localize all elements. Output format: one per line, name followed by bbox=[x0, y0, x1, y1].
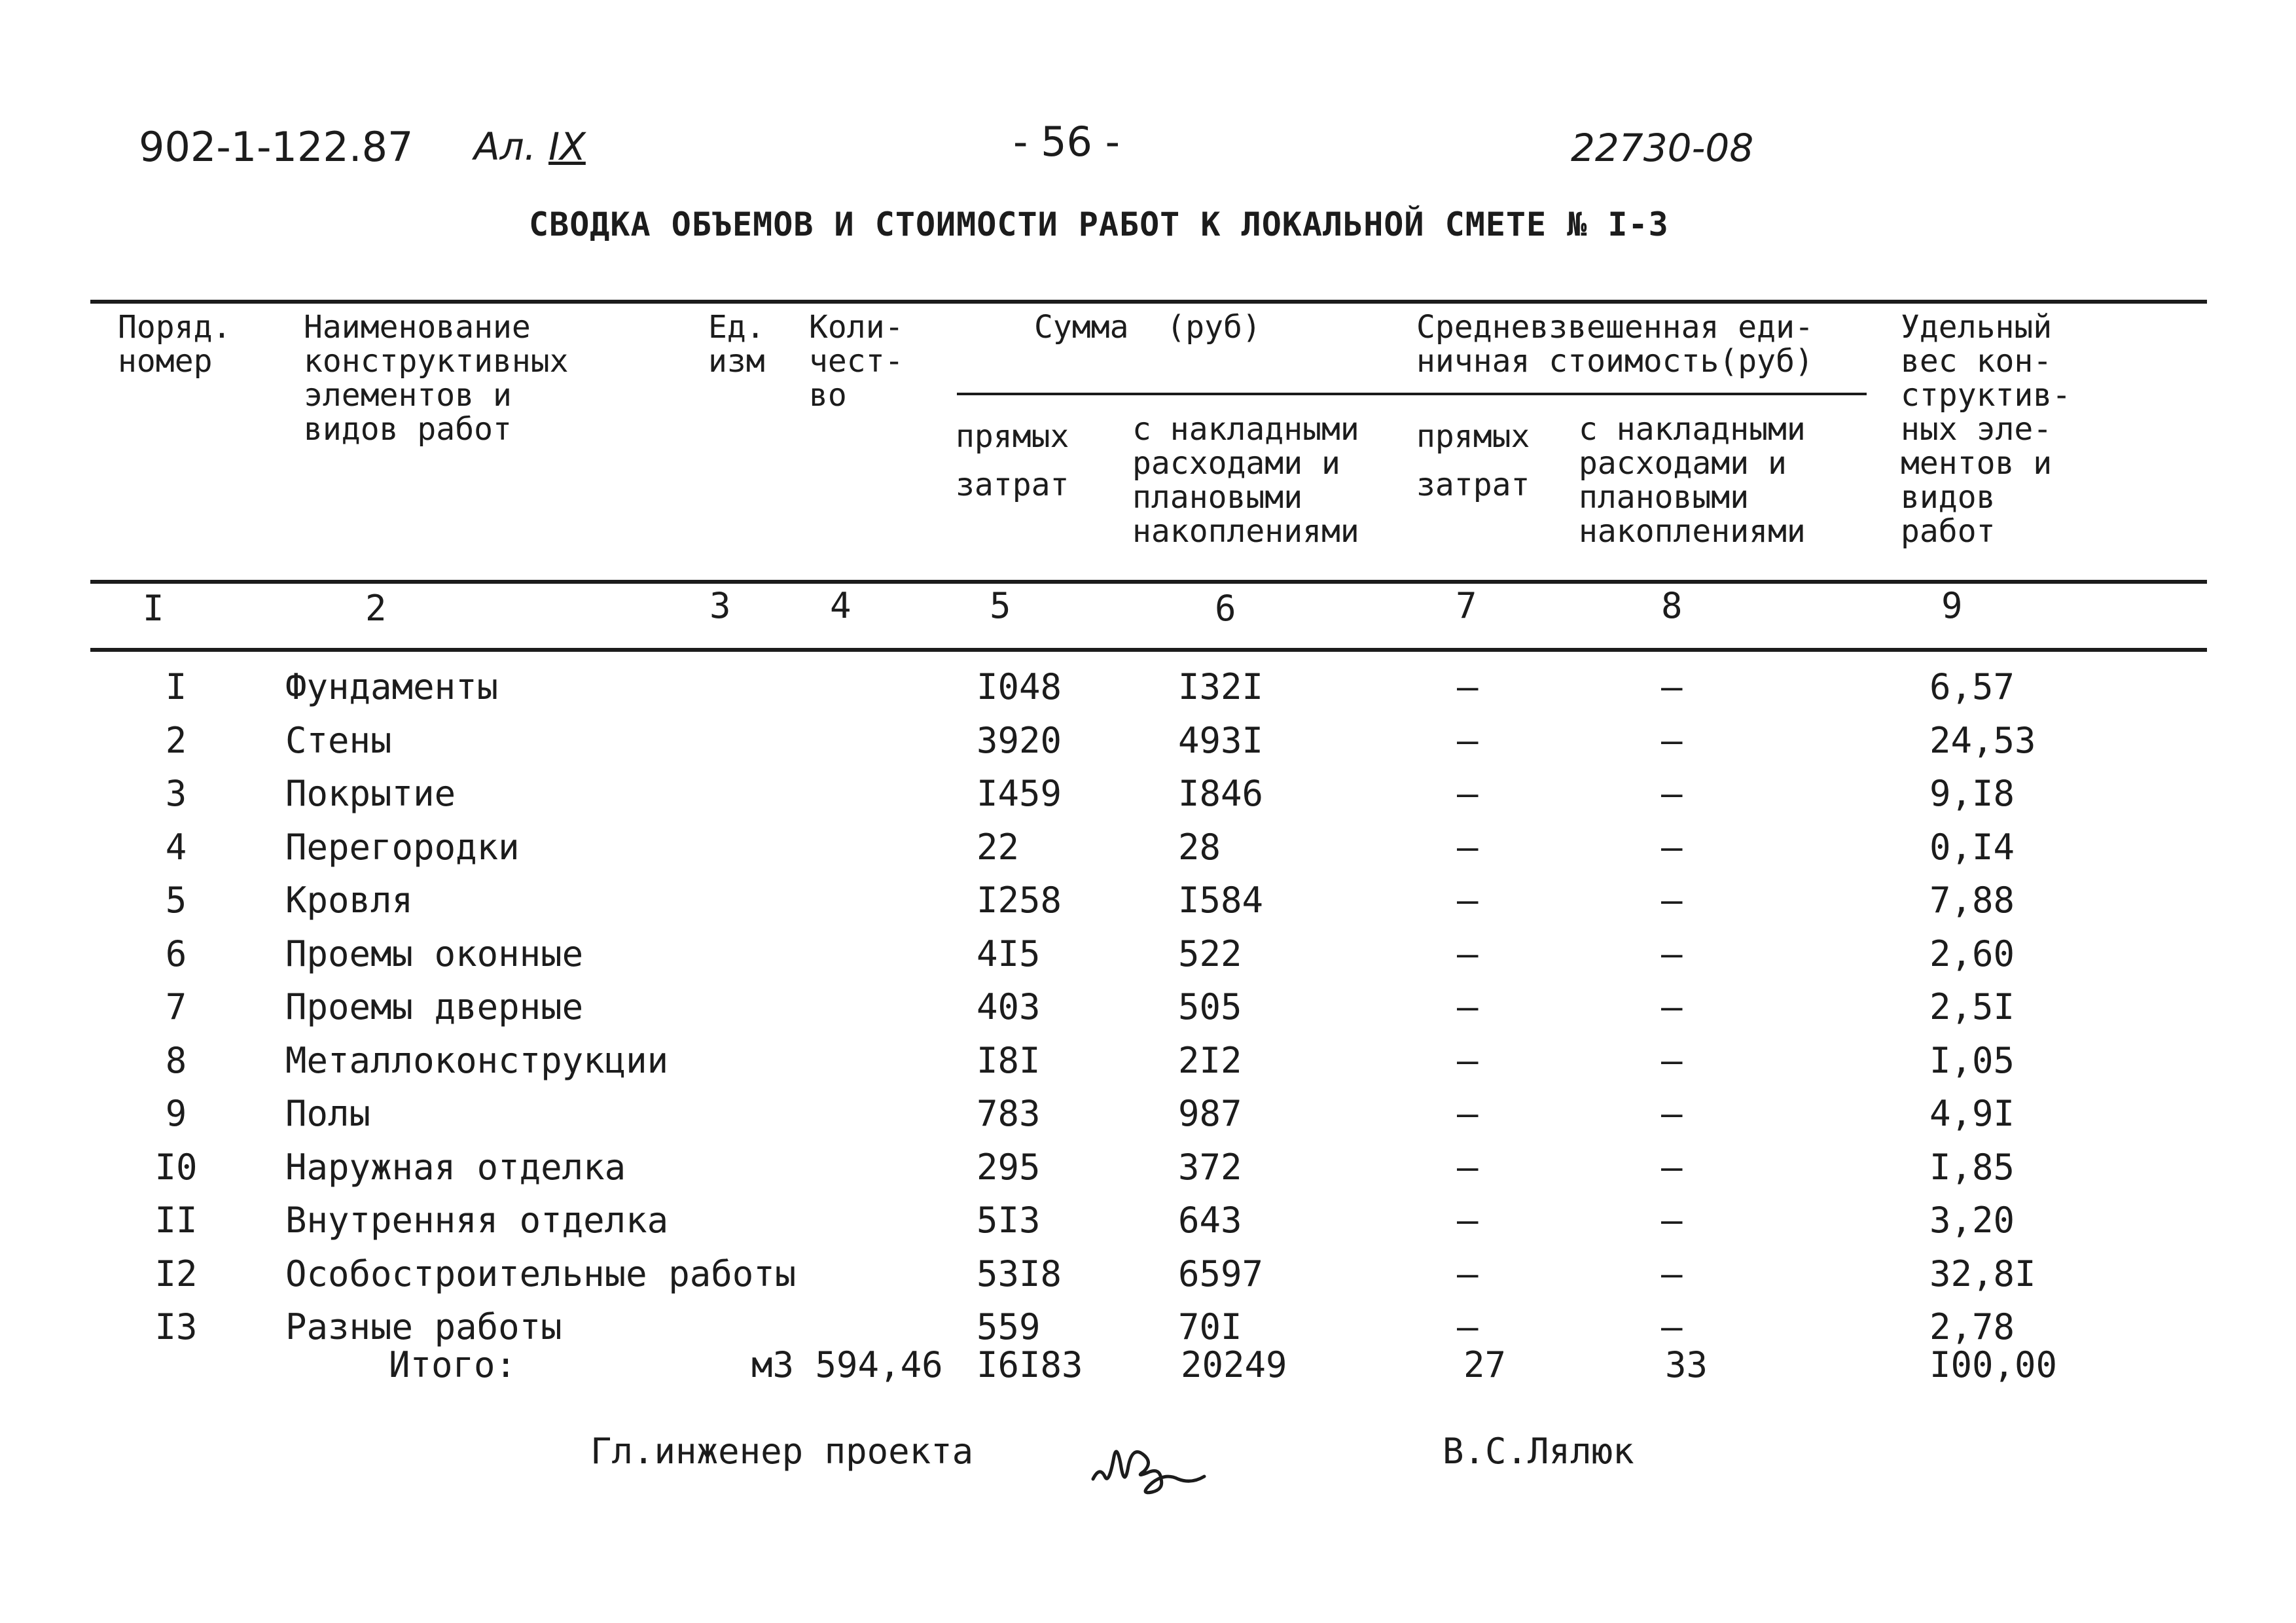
col-number: 3 bbox=[709, 585, 731, 626]
col-header-8: с накладными расходами и плановыми накоплениями bbox=[1579, 411, 1806, 550]
row-direct-cost: 783 bbox=[977, 1093, 1041, 1134]
row-avg-overhead: – bbox=[1661, 986, 1683, 1027]
row-direct-cost: 3920 bbox=[977, 720, 1062, 761]
row-name: Перегородки bbox=[285, 827, 520, 868]
row-avg-direct: – bbox=[1457, 666, 1479, 707]
doc-code: 902-1-122.87 bbox=[139, 123, 414, 171]
col-header-9: Удельный вес кон- структив- ных эле- ментов и видов работ bbox=[1901, 309, 2072, 550]
col-number: 2 bbox=[365, 588, 387, 629]
total-overhead: 20249 bbox=[1181, 1344, 1287, 1385]
col-header-4: Коли- чест- во bbox=[809, 309, 904, 414]
row-overhead-cost: 643 bbox=[1178, 1200, 1242, 1241]
row-avg-overhead: – bbox=[1661, 1306, 1683, 1347]
total-direct: I6I83 bbox=[977, 1344, 1083, 1385]
row-direct-cost: I8I bbox=[977, 1040, 1041, 1081]
row-direct-cost: 403 bbox=[977, 986, 1041, 1027]
row-weight: I,05 bbox=[1929, 1040, 2015, 1081]
row-overhead-cost: 70I bbox=[1178, 1306, 1242, 1347]
row-name: Стены bbox=[285, 720, 392, 761]
row-avg-overhead: – bbox=[1661, 880, 1683, 921]
total-weight: I00,00 bbox=[1929, 1344, 2058, 1385]
row-direct-cost: 295 bbox=[977, 1147, 1041, 1188]
row-overhead-cost: 6597 bbox=[1178, 1253, 1264, 1294]
row-overhead-cost: I846 bbox=[1178, 773, 1264, 814]
col-header-6: с накладными расходами и плановыми накоплениями bbox=[1132, 411, 1359, 550]
row-avg-overhead: – bbox=[1661, 827, 1683, 868]
row-weight: I,85 bbox=[1929, 1147, 2015, 1188]
row-avg-overhead: – bbox=[1661, 1093, 1683, 1134]
row-number: 2 bbox=[165, 720, 187, 761]
row-name: Кровля bbox=[285, 880, 414, 921]
row-weight: 0,I4 bbox=[1929, 827, 2015, 868]
total-avg-direct: 27 bbox=[1463, 1344, 1507, 1385]
signature-name: В.С.Лялюк bbox=[1443, 1431, 1634, 1472]
total-label: Итого: bbox=[389, 1344, 517, 1385]
row-direct-cost: I459 bbox=[977, 773, 1062, 814]
row-avg-direct: – bbox=[1457, 1093, 1479, 1134]
signature-role: Гл.инженер проекта bbox=[590, 1431, 974, 1472]
row-number: I bbox=[165, 666, 187, 707]
col-header-2: Наименование конструктивных элементов и видов работ bbox=[304, 309, 569, 448]
row-name: Покрытие bbox=[285, 773, 456, 814]
row-number: II bbox=[154, 1200, 198, 1241]
row-weight: 32,8I bbox=[1929, 1253, 2036, 1294]
row-name: Полы bbox=[285, 1093, 371, 1134]
row-name: Металлоконструкции bbox=[285, 1040, 669, 1081]
row-overhead-cost: I584 bbox=[1178, 880, 1264, 921]
row-avg-overhead: – bbox=[1661, 666, 1683, 707]
row-weight: 24,53 bbox=[1929, 720, 2036, 761]
col-number: 6 bbox=[1215, 588, 1236, 629]
col-header-7: прямых затрат bbox=[1416, 418, 1530, 503]
row-number: 3 bbox=[165, 773, 187, 814]
row-weight: 3,20 bbox=[1929, 1200, 2015, 1241]
total-unit-qty: м3 594,46 bbox=[751, 1344, 943, 1385]
row-name: Особостроительные работы bbox=[285, 1253, 797, 1294]
total-avg-overhead: 33 bbox=[1665, 1344, 1708, 1385]
row-number: 8 bbox=[165, 1040, 187, 1081]
row-avg-direct: – bbox=[1457, 1147, 1479, 1188]
row-name: Наружная отделка bbox=[285, 1147, 626, 1188]
row-overhead-cost: 28 bbox=[1178, 827, 1221, 868]
row-avg-overhead: – bbox=[1661, 1040, 1683, 1081]
col-header-1: Поряд. номер bbox=[118, 309, 232, 380]
row-avg-direct: – bbox=[1457, 1306, 1479, 1347]
page-title: СВОДКА ОБЪЕМОВ И СТОИМОСТИ РАБОТ К ЛОКАЛЬНОЙ СМЕТЕ № I-3 bbox=[529, 205, 1669, 243]
row-weight: 9,I8 bbox=[1929, 773, 2015, 814]
row-overhead-cost: 522 bbox=[1178, 933, 1242, 974]
row-avg-direct: – bbox=[1457, 773, 1479, 814]
row-overhead-cost: 372 bbox=[1178, 1147, 1242, 1188]
row-direct-cost: I048 bbox=[977, 666, 1062, 707]
row-avg-direct: – bbox=[1457, 720, 1479, 761]
row-name: Разные работы bbox=[285, 1306, 562, 1347]
row-weight: 2,78 bbox=[1929, 1306, 2015, 1347]
row-number: 7 bbox=[165, 986, 187, 1027]
row-avg-direct: – bbox=[1457, 827, 1479, 868]
row-number: I3 bbox=[154, 1306, 198, 1347]
row-overhead-cost: I32I bbox=[1178, 666, 1264, 707]
row-avg-overhead: – bbox=[1661, 773, 1683, 814]
row-avg-overhead: – bbox=[1661, 720, 1683, 761]
inventory-number: 22730-08 bbox=[1571, 126, 1754, 170]
album-label: Ал. bbox=[474, 124, 537, 169]
row-number: 4 bbox=[165, 827, 187, 868]
row-direct-cost: 5I3 bbox=[977, 1200, 1041, 1241]
row-weight: 4,9I bbox=[1929, 1093, 2015, 1134]
album-number: IX bbox=[548, 124, 586, 169]
header-bottom-rule bbox=[90, 580, 2207, 584]
row-overhead-cost: 2I2 bbox=[1178, 1040, 1242, 1081]
row-weight: 2,5I bbox=[1929, 986, 2015, 1027]
col-number: 8 bbox=[1661, 585, 1683, 626]
row-number: 5 bbox=[165, 880, 187, 921]
row-weight: 6,57 bbox=[1929, 666, 2015, 707]
row-avg-direct: – bbox=[1457, 1200, 1479, 1241]
row-direct-cost: 559 bbox=[977, 1306, 1041, 1347]
row-overhead-cost: 505 bbox=[1178, 986, 1242, 1027]
col-header-3: Ед. изм bbox=[708, 309, 765, 380]
col-number: I bbox=[143, 588, 164, 629]
row-number: I2 bbox=[154, 1253, 198, 1294]
row-avg-direct: – bbox=[1457, 986, 1479, 1027]
row-weight: 7,88 bbox=[1929, 880, 2015, 921]
row-direct-cost: 4I5 bbox=[977, 933, 1041, 974]
colnum-bottom-rule bbox=[90, 648, 2207, 652]
row-avg-direct: – bbox=[1457, 1040, 1479, 1081]
col-number: 9 bbox=[1941, 585, 1963, 626]
row-avg-direct: – bbox=[1457, 1253, 1479, 1294]
row-avg-direct: – bbox=[1457, 880, 1479, 921]
row-avg-overhead: – bbox=[1661, 1200, 1683, 1241]
row-name: Проемы оконные bbox=[285, 933, 584, 974]
row-avg-direct: – bbox=[1457, 933, 1479, 974]
handwritten-signature bbox=[1086, 1433, 1230, 1505]
row-avg-overhead: – bbox=[1661, 933, 1683, 974]
row-direct-cost: I258 bbox=[977, 880, 1062, 921]
row-direct-cost: 53I8 bbox=[977, 1253, 1062, 1294]
row-number: 6 bbox=[165, 933, 187, 974]
sum-group-header: Сумма (руб) bbox=[1034, 309, 1261, 346]
col-header-5: прямых затрат bbox=[956, 418, 1069, 503]
row-name: Фундаменты bbox=[285, 666, 499, 707]
row-name: Внутренняя отделка bbox=[285, 1200, 669, 1241]
row-avg-overhead: – bbox=[1661, 1147, 1683, 1188]
row-avg-overhead: – bbox=[1661, 1253, 1683, 1294]
row-number: 9 bbox=[165, 1093, 187, 1134]
sum-group-rule bbox=[957, 393, 1867, 395]
row-overhead-cost: 987 bbox=[1178, 1093, 1242, 1134]
row-weight: 2,60 bbox=[1929, 933, 2015, 974]
table-top-rule bbox=[90, 300, 2207, 304]
col-number: 4 bbox=[830, 585, 852, 626]
row-name: Проемы дверные bbox=[285, 986, 584, 1027]
row-direct-cost: 22 bbox=[977, 827, 1020, 868]
col-number: 5 bbox=[990, 585, 1011, 626]
page-number: - 56 - bbox=[1013, 118, 1121, 166]
avg-group-header: Средневзвешенная еди- ничная стоимость(руб) bbox=[1416, 309, 1814, 380]
col-number: 7 bbox=[1456, 585, 1477, 626]
row-number: I0 bbox=[154, 1147, 198, 1188]
row-overhead-cost: 493I bbox=[1178, 720, 1264, 761]
